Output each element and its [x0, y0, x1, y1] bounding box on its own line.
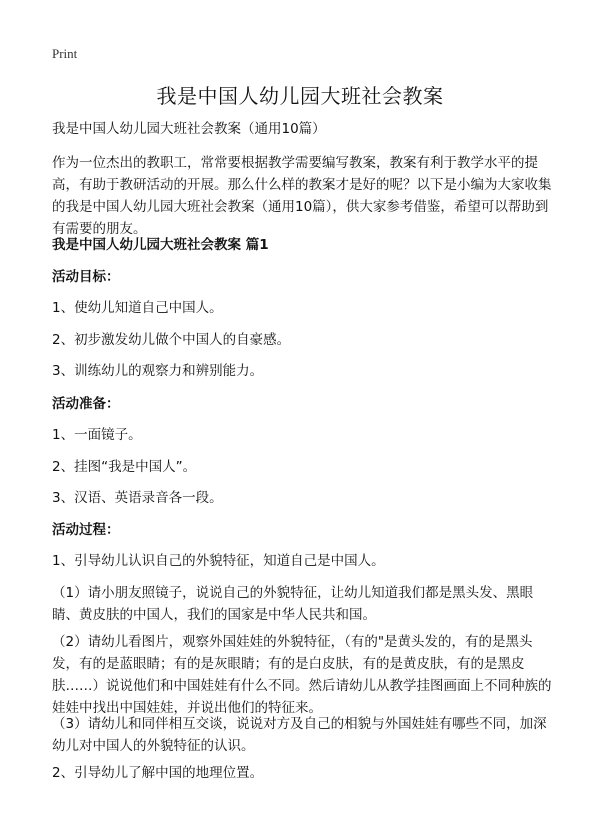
goal-item-2: 2、初步激发幼儿做个中国人的自豪感。 [52, 332, 291, 348]
process-item-1b: （2）请幼儿看图片，观察外国娃娃的外貌特征，（有的"是黄头发的，有的是黑头发，有的是蓝眼睛；有的是灰眼睛；有的是白皮肤，有的是黄皮肤，有的是黑皮肤……）说说他们和中国娃娃有什么不同。然后请幼儿从教学挂图画面上不同种族的娃娃中找出中国娃娃，并说出他们的特征来。 [52, 634, 552, 716]
process-item-1: 1、引导幼儿认识自己的外貌特征，知道自己是中国人。 [52, 553, 385, 569]
prep-item-1: 1、一面镜子。 [52, 427, 142, 443]
process-heading: 活动过程： [52, 522, 120, 538]
print-link[interactable]: Print [52, 46, 78, 61]
goal-item-3: 3、训练幼儿的观察力和辨别能力。 [52, 363, 264, 379]
goals-heading: 活动目标： [52, 269, 120, 285]
prep-heading: 活动准备： [52, 396, 120, 412]
goal-item-1: 1、使幼儿知道自己中国人。 [52, 300, 223, 316]
process-item-2: 2、引导幼儿了解中国的地理位置。 [52, 765, 264, 781]
section-title: 我是中国人幼儿园大班社会教案 篇1 [52, 237, 269, 253]
prep-item-3: 3、汉语、英语录音各一段。 [52, 490, 223, 506]
document-subtitle: 我是中国人幼儿园大班社会教案（通用10篇） [52, 121, 326, 137]
intro-paragraph: 作为一位杰出的教职工，常常要根据教学需要编写教案，教案有利于教学水平的提高，有助于教研活动的开展。那么什么样的教案才是好的呢？以下是小编为大家收集的我是中国人幼儿园大班社会教案（通用10篇），供大家参考借鉴，希望可以帮助到有需要的朋友。 [52, 155, 552, 237]
prep-item-2: 2、挂图“我是中国人”。 [52, 459, 197, 475]
page-title: 我是中国人幼儿园大班社会教案 [156, 84, 444, 108]
process-item-1c: （3）请幼儿和同伴相互交谈，说说对方及自己的相貌与外国娃娃有哪些不同，加深幼儿对中国人的外貌特征的认识。 [52, 716, 547, 754]
process-item-1a: （1）请小朋友照镜子，说说自己的外貌特征，让幼儿知道我们都是黑头发、黑眼睛、黄皮肤的中国人，我们的国家是中华人民共和国。 [52, 585, 534, 623]
